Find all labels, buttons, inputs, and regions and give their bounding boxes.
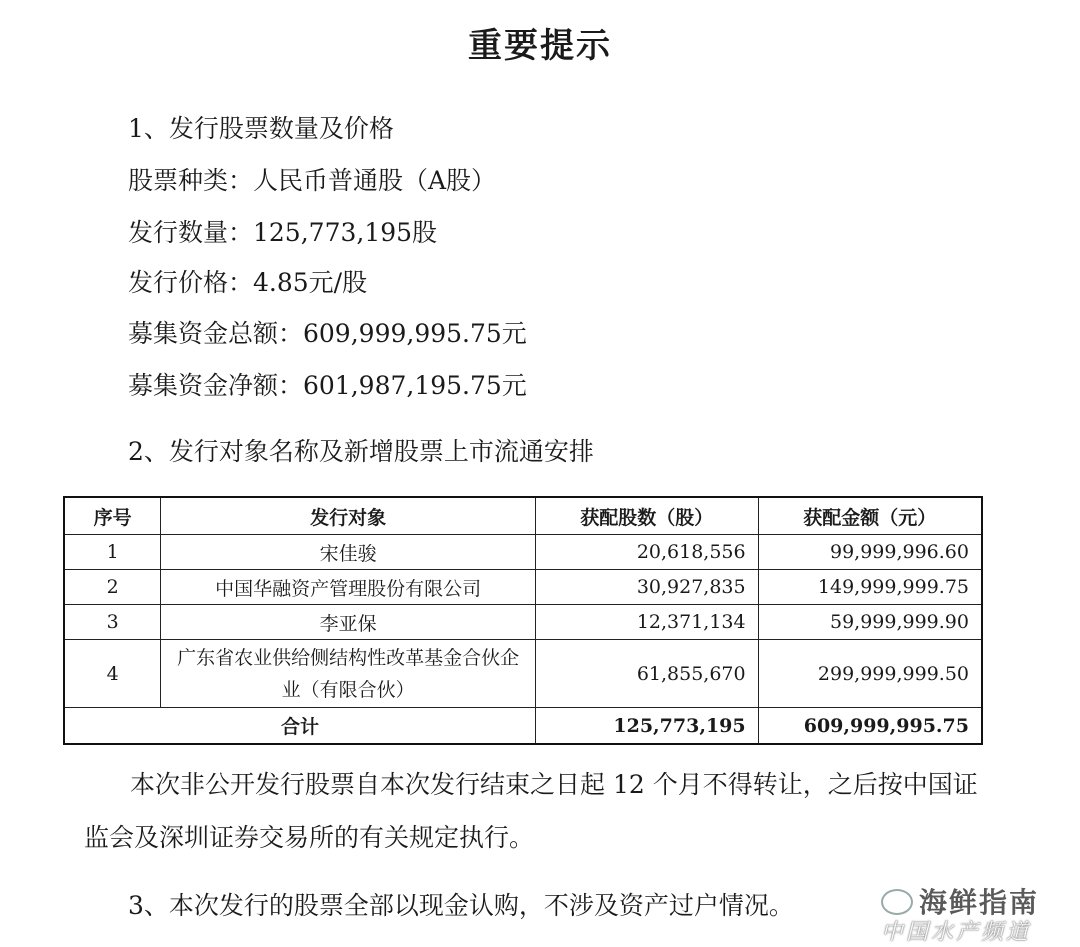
row-no: 4 [64,640,161,708]
table-row [64,605,982,640]
header-name: 发行对象 [161,497,536,535]
row-shares: 12,371,134 [535,605,758,640]
section1-heading: 1、发行股票数量及价格 [128,114,394,143]
total-funds-line: 募集资金总额：609,999,995.75元 [128,319,527,348]
row-amount: 99,999,996.60 [758,535,982,570]
issue-quantity-line: 发行数量：125,773,195股 [128,218,438,247]
row-shares: 30,927,835 [535,570,758,605]
section2-heading: 2、发行对象名称及新增股票上市流通安排 [128,437,594,466]
stock-type-line: 股票种类：人民币普通股（A股） [128,166,497,195]
header-shares: 获配股数（股） [535,497,758,535]
lockup-note: 本次非公开发行股票自本次发行结束之日起 12 个月不得转让，之后按中国证监会及深圳证券交易所的有关规定执行。 [84,770,978,852]
table-total-row [64,708,982,745]
row-name: 广东省农业供给侧结构性改革基金合伙企业（有限合伙） [161,640,536,708]
header-no: 序号 [64,497,161,535]
row-no: 1 [64,535,161,570]
table-row [64,570,982,605]
total-shares: 125,773,195 [535,708,758,745]
table-header-row [64,497,982,535]
table-row [64,640,982,708]
wechat-icon [881,889,913,915]
total-amount: 609,999,995.75 [758,708,982,745]
row-amount: 149,999,999.75 [758,570,982,605]
section3-text: 3、本次发行的股票全部以现金认购，不涉及资产过户情况。 [128,891,794,920]
row-amount: 299,999,999.50 [758,640,982,708]
watermark-title: 海鲜指南 [919,886,1040,919]
row-shares: 61,855,670 [535,640,758,708]
row-no: 3 [64,605,161,640]
row-name: 中国华融资产管理股份有限公司 [161,570,536,605]
net-funds-line: 募集资金净额：601,987,195.75元 [128,371,527,400]
row-name: 宋佳骏 [161,535,536,570]
allocation-table [63,496,983,745]
table-row [64,535,982,570]
total-label: 合计 [64,708,535,745]
watermark [881,881,1066,945]
issue-price-line: 发行价格：4.85元/股 [128,268,368,297]
page-title: 重要提示 [468,26,612,66]
row-no: 2 [64,570,161,605]
row-name: 李亚保 [161,605,536,640]
watermark-subtitle: 中国水产频道 [881,920,1032,945]
header-amount: 获配金额（元） [758,497,982,535]
row-shares: 20,618,556 [535,535,758,570]
row-amount: 59,999,999.90 [758,605,982,640]
